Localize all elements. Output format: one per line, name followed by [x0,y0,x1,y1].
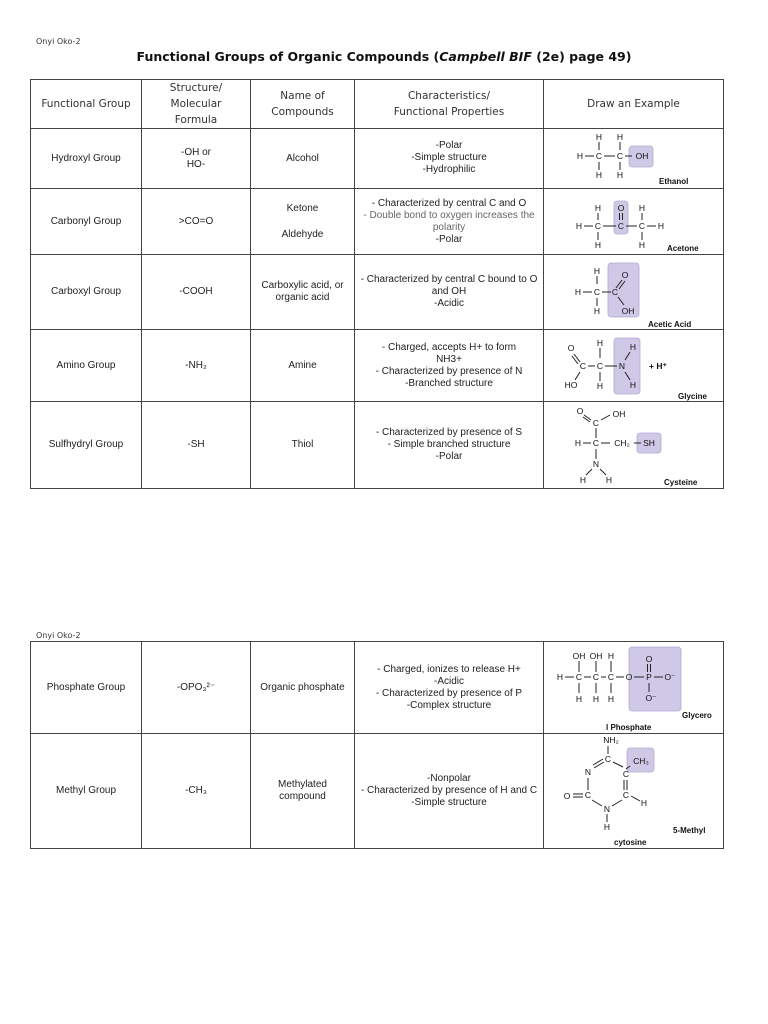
author-label-page1: Onyi Oko-2 [36,37,81,46]
group-name: Hydroxyl Group [31,129,142,189]
svg-text:H: H [593,266,601,276]
svg-text:H: H [576,151,584,161]
svg-text:SH: SH [643,438,655,448]
svg-text:C: C [638,221,646,231]
header-draw-example: Draw an Example [544,80,724,129]
svg-text:N: N [592,459,600,469]
svg-text:N: N [603,804,611,814]
table-row [31,734,724,849]
svg-text:+ H⁺: + H⁺ [649,361,667,371]
functional-groups-table [30,79,724,489]
svg-text:C: C [622,790,630,800]
svg-text:H: H [575,221,583,231]
acetic-acid-structure [544,255,724,330]
compound-name: Thiol [251,402,355,489]
page-title [0,49,768,64]
group-formula: -COOH [142,255,251,330]
group-characteristics: - Characterized by central C bound to O and OH -Acidic [355,255,544,330]
svg-text:H: H [638,240,646,250]
caption-cysteine: Cysteine [664,478,698,487]
svg-text:H: H [596,381,604,391]
svg-text:H: H [607,651,615,661]
table-row [31,402,724,489]
group-characteristics: -Polar -Simple structure -Hydrophilic [355,129,544,189]
svg-text:O⁻: O⁻ [664,672,676,682]
author-label-page2: Onyi Oko-2 [36,631,81,640]
caption-methyl-part1: 5-Methyl [673,826,706,835]
table-header-row [31,80,724,129]
svg-text:H: H [594,203,602,213]
svg-text:HO: HO [564,380,578,390]
svg-text:H: H [596,338,604,348]
title-book: Campbell BIF [439,49,532,64]
amino-highlight [614,338,640,394]
svg-text:C: C [575,672,583,682]
svg-text:C: C [592,438,600,448]
svg-text:OH: OH [589,651,603,661]
glycine-structure [544,330,724,402]
svg-text:O: O [617,203,625,213]
svg-text:H: H [593,306,601,316]
caption-glycerol-part2: l Phosphate [606,723,652,732]
svg-text:H: H [592,694,600,704]
svg-text:C: C [592,418,600,428]
svg-text:C: C [611,287,619,297]
title-prefix: Functional Groups of Organic Compounds ( [136,49,440,64]
caption-glycerol-part1: Glycero [682,711,712,720]
svg-text:O: O [621,270,629,280]
example-acetic-acid [544,255,724,330]
caption-acetic-acid: Acetic Acid [648,320,692,329]
svg-text:H: H [574,438,582,448]
svg-text:O: O [567,343,575,353]
svg-text:H: H [616,170,624,180]
compound-name: Amine [251,330,355,402]
example-acetone [544,189,724,255]
svg-text:C: C [595,151,603,161]
caption-acetone: Acetone [667,244,699,253]
group-characteristics: - Characterized by presence of S - Simple branched structure -Polar [355,402,544,489]
table-row [31,255,724,330]
svg-text:H: H [595,132,603,142]
group-name: Carboxyl Group [31,255,142,330]
svg-text:H: H [657,221,665,231]
cysteine-structure [544,402,724,489]
group-characteristics: - Charged, accepts H+ to form NH3+ - Characterized by presence of N -Branched structure [355,330,544,402]
svg-text:H: H [607,694,615,704]
group-formula: -SH [142,402,251,489]
svg-text:C: C [594,221,602,231]
functional-groups-table-continued [30,641,724,849]
compound-name: Alcohol [251,129,355,189]
group-name: Phosphate Group [31,642,142,734]
table-row [31,189,724,255]
table-row [31,330,724,402]
caption-glycine: Glycine [678,392,707,401]
svg-text:NH₂: NH₂ [603,735,619,745]
svg-text:N: N [584,767,592,777]
ethanol-structure [544,129,724,189]
example-cysteine [544,402,724,489]
header-compound-name: Name of Compounds [251,80,355,129]
svg-text:O: O [576,406,584,416]
svg-text:H: H [640,798,648,808]
svg-text:C: C [596,361,604,371]
header-characteristics: Characteristics/ Functional Properties [355,80,544,129]
header-functional-group: Functional Group [31,80,142,129]
svg-text:C: C [622,769,630,779]
svg-text:O: O [645,654,653,664]
methylcytosine-structure [544,734,724,849]
group-formula: -OH or HO- [142,129,251,189]
svg-text:H: H [616,132,624,142]
example-ethanol [544,129,724,189]
compound-name: Organic phosphate [251,642,355,734]
group-formula: >CO=O [142,189,251,255]
svg-text:H: H [603,822,611,832]
svg-text:H: H [594,240,602,250]
group-name: Carbonyl Group [31,189,142,255]
svg-text:H: H [575,694,583,704]
group-name: Amino Group [31,330,142,402]
svg-text:H: H [605,475,613,485]
svg-text:H: H [638,203,646,213]
caption-ethanol: Ethanol [659,177,689,186]
example-glycerol-phosphate [544,642,724,734]
svg-text:CH₂: CH₂ [614,438,630,448]
caption-methyl-part2: cytosine [614,838,647,847]
svg-text:OH: OH [635,151,649,161]
compound-name: Methylated compound [251,734,355,849]
group-characteristics: - Characterized by central C and O - Double bond to oxygen increases the polarity -Polar [355,189,544,255]
svg-text:OH: OH [572,651,586,661]
svg-text:C: C [593,287,601,297]
svg-text:C: C [607,672,615,682]
group-name: Sulfhydryl Group [31,402,142,489]
svg-text:OH: OH [621,306,635,316]
svg-text:H: H [579,475,587,485]
group-characteristics: -Nonpolar - Characterized by presence of H and C -Simple structure [355,734,544,849]
svg-text:C: C [584,790,592,800]
svg-text:P: P [646,672,652,682]
svg-text:C: C [616,151,624,161]
svg-text:N: N [618,361,626,371]
svg-text:C: C [592,672,600,682]
acetone-structure [544,189,724,255]
example-glycine [544,330,724,402]
svg-text:H: H [629,342,637,352]
compound-name: Carboxylic acid, or organic acid [251,255,355,330]
svg-text:CH₃: CH₃ [633,756,649,766]
svg-text:OH: OH [612,409,626,419]
group-formula: -CH₃ [142,734,251,849]
header-structure-formula: Structure/ Molecular Formula [142,80,251,129]
title-suffix: (2e) page 49) [531,49,632,64]
svg-text:H: H [629,380,637,390]
svg-text:H: H [595,170,603,180]
svg-text:C: C [604,754,612,764]
svg-text:O: O [563,791,571,801]
table-row [31,642,724,734]
table-row [31,129,724,189]
glycerol-phosphate-structure [544,642,724,734]
svg-text:O: O [625,672,633,682]
svg-text:C: C [579,361,587,371]
svg-text:H: H [574,287,582,297]
group-formula: -NH₂ [142,330,251,402]
group-formula: -OPO₃²⁻ [142,642,251,734]
group-characteristics: - Charged, ionizes to release H+ -Acidic - Characterized by presence of P -Complex structure [355,642,544,734]
group-name: Methyl Group [31,734,142,849]
compound-name: Ketone Aldehyde [251,189,355,255]
svg-text:C: C [617,221,625,231]
example-5-methylcytosine [544,734,724,849]
svg-text:H: H [556,672,564,682]
svg-text:O⁻: O⁻ [645,693,657,703]
